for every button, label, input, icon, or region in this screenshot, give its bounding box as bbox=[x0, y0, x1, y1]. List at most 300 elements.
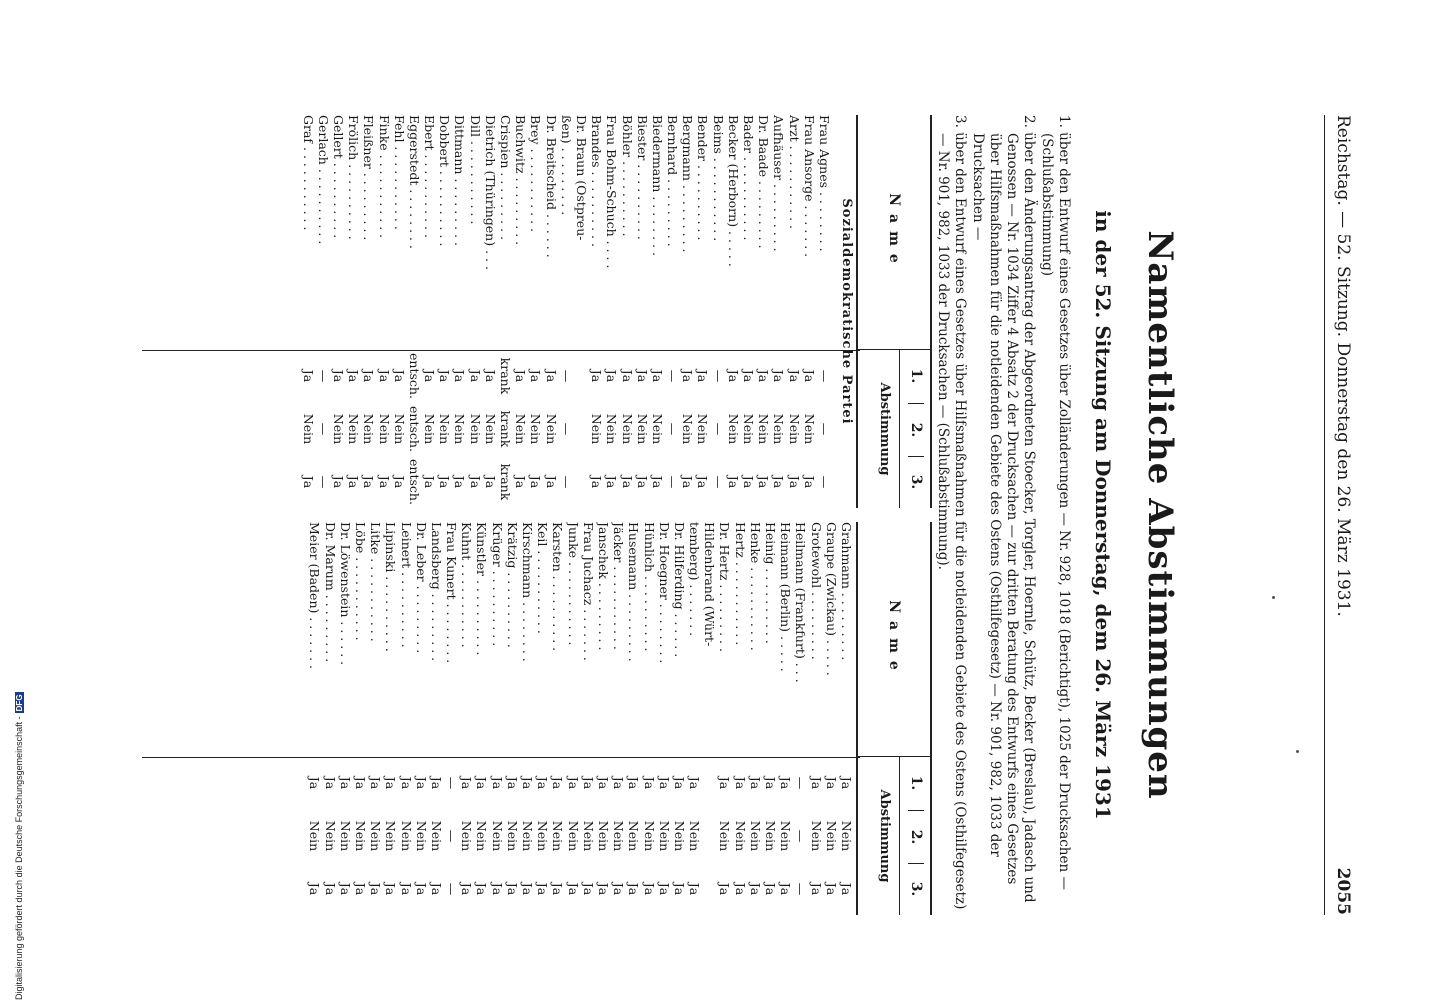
column-header-1: 1. bbox=[908, 368, 924, 384]
vote-2: Nein bbox=[368, 820, 384, 852]
vote-3: Ja bbox=[771, 475, 787, 489]
table-row bbox=[361, 115, 376, 508]
vote-3: Ja bbox=[504, 882, 520, 896]
member-name: Frau Agnes . . . . . . . . bbox=[817, 115, 832, 252]
table-row bbox=[665, 115, 680, 508]
table-row bbox=[771, 115, 786, 508]
member-name: Graf . . . . . . . . . . . bbox=[300, 115, 316, 231]
vote-2: Nein bbox=[756, 413, 772, 445]
document-page bbox=[115, 115, 1355, 915]
vote-1: Ja bbox=[589, 369, 605, 383]
vote-2: — bbox=[315, 422, 331, 436]
vote-1: Ja bbox=[300, 369, 316, 383]
table-row bbox=[407, 115, 422, 508]
vote-2: krank bbox=[498, 410, 514, 448]
table-row bbox=[611, 522, 626, 915]
table-row bbox=[741, 115, 756, 508]
table-row bbox=[505, 522, 520, 915]
table-row bbox=[376, 115, 391, 508]
vote-3: Ja bbox=[680, 475, 696, 489]
vote-1: Ja bbox=[741, 369, 757, 383]
vote-3: Ja bbox=[398, 882, 414, 896]
table-row bbox=[437, 115, 452, 508]
member-name: Krätzig . . . . . . . . . . bbox=[504, 522, 520, 648]
member-name: Frau Bohm-Schuch . . . . bbox=[604, 115, 620, 269]
vote-2: Nein bbox=[437, 413, 453, 445]
vote-1: Ja bbox=[801, 369, 817, 383]
member-name: Beims . . . . . . . . . . . bbox=[710, 115, 726, 242]
table-row bbox=[452, 115, 467, 508]
vote-3: Ja bbox=[589, 475, 605, 489]
vote-1: — bbox=[710, 369, 726, 383]
vote-2: Nein bbox=[535, 820, 551, 852]
page-number: 2055 bbox=[1333, 867, 1353, 915]
vote-1: Ja bbox=[747, 776, 763, 790]
table-row bbox=[422, 115, 437, 508]
vote-1: Ja bbox=[671, 776, 687, 790]
dfg-logo-icon: DFG bbox=[15, 694, 24, 712]
vote-1: Ja bbox=[368, 776, 384, 790]
vote-1: Ja bbox=[346, 369, 362, 383]
vote-1: krank bbox=[498, 357, 514, 395]
vote-3: Ja bbox=[543, 475, 559, 489]
vote-2: — bbox=[710, 422, 726, 436]
vote-2: Nein bbox=[489, 820, 505, 852]
vote-3: Ja bbox=[437, 475, 453, 489]
vote-3: Ja bbox=[353, 882, 368, 896]
vote-2: Nein bbox=[331, 413, 346, 445]
vote-3: — bbox=[444, 882, 460, 896]
table-row bbox=[839, 522, 854, 915]
table-row bbox=[398, 522, 413, 915]
table-row bbox=[604, 115, 619, 508]
vote-1: Ja bbox=[437, 369, 453, 383]
vote-3: Ja bbox=[634, 475, 650, 489]
vote-2: Nein bbox=[452, 413, 468, 445]
table-row bbox=[650, 115, 665, 508]
vote-2: Nein bbox=[771, 413, 787, 445]
table-row bbox=[444, 522, 459, 915]
vote-1: — bbox=[817, 369, 832, 383]
running-header-text: Reichstag. — 52. Sitzung. Donnerstag den 26. März 1931. bbox=[1333, 115, 1353, 617]
vote-2: Nein bbox=[580, 820, 596, 852]
vote-1: Ja bbox=[535, 776, 551, 790]
table-row bbox=[483, 115, 498, 508]
vote-3: Ja bbox=[482, 475, 498, 489]
vote-2: Nein bbox=[611, 820, 627, 852]
vote-2: Nein bbox=[422, 413, 438, 445]
vote-2: — bbox=[444, 829, 460, 843]
vote-3: Ja bbox=[300, 475, 316, 489]
member-name: Aufhäuser . . . . . . . . . bbox=[771, 115, 787, 252]
member-name: Frölich . . . . . . . . . . bbox=[346, 115, 362, 240]
vote-3: Ja bbox=[778, 882, 794, 896]
member-name: Dr. Braun (Ostpreu- bbox=[574, 115, 589, 241]
column-header-abstimmung: Abstimmung bbox=[877, 789, 892, 883]
member-name: Jäcker . . . . . . . . . . . bbox=[611, 522, 627, 650]
vote-3: Ja bbox=[656, 882, 672, 896]
table-row bbox=[331, 115, 346, 508]
vote-1: — bbox=[665, 369, 681, 383]
vote-1: Ja bbox=[331, 369, 346, 383]
vote-2: Nein bbox=[528, 413, 544, 445]
vote-3: Ja bbox=[413, 882, 429, 896]
table-row bbox=[733, 522, 748, 915]
vote-3: Ja bbox=[741, 475, 757, 489]
member-name: Heimann (Berlin) . . . . . bbox=[778, 522, 794, 672]
table-row bbox=[368, 522, 383, 915]
member-name: Grahmann . . . . . . . . . bbox=[839, 522, 854, 661]
member-name: Lipinski . . . . . . . . . . bbox=[383, 522, 399, 652]
table-row bbox=[307, 522, 322, 915]
vote-3: Ja bbox=[331, 475, 346, 489]
vote-2: Nein bbox=[786, 413, 802, 445]
vote-3: Ja bbox=[322, 882, 338, 896]
vote-1: Ja bbox=[504, 776, 520, 790]
vote-2: Nein bbox=[641, 820, 657, 852]
table-row bbox=[565, 522, 580, 915]
table-row bbox=[429, 522, 444, 915]
vote-1: Ja bbox=[596, 776, 611, 790]
vote-3: krank bbox=[498, 463, 514, 501]
column-header-2: 2. bbox=[908, 810, 924, 864]
table-row bbox=[581, 522, 596, 915]
table-row bbox=[808, 522, 823, 915]
vote-2: Nein bbox=[346, 413, 362, 445]
page-title: Namentliche Abstimmungen bbox=[1140, 230, 1180, 800]
vote-2: Nein bbox=[671, 820, 687, 852]
running-header bbox=[1324, 115, 1355, 915]
table-row bbox=[619, 115, 634, 508]
table-row bbox=[528, 115, 543, 508]
member-name: Brey . . . . . . . . . . . bbox=[528, 115, 544, 233]
member-name: Bender . . . . . . . . . . bbox=[695, 115, 711, 241]
header-divider bbox=[899, 757, 900, 915]
member-name: Dietrich (Thüringen) . . . bbox=[482, 115, 498, 270]
member-name: Dill . . . . . . . . . . . bbox=[467, 115, 483, 225]
vote-3: — bbox=[710, 475, 726, 489]
table-row bbox=[726, 115, 741, 508]
table-row bbox=[711, 115, 726, 508]
vote-2: Nein bbox=[543, 413, 559, 445]
vote-2: Nein bbox=[839, 820, 854, 852]
vote-3: — bbox=[793, 882, 809, 896]
vote-3: Ja bbox=[808, 882, 824, 896]
table-row bbox=[626, 522, 641, 915]
vote-2: Nein bbox=[383, 820, 399, 852]
member-name: Dr. Hilferding . . . . . . bbox=[671, 522, 687, 658]
member-name: Frau Ansorge . . . . . . . bbox=[801, 115, 817, 258]
member-name: Meier (Baden) . . . . . . . bbox=[307, 522, 323, 670]
table-row bbox=[763, 522, 778, 915]
member-name: Dr. Hertz . . . . . . . . . bbox=[717, 522, 733, 652]
vote-1: Ja bbox=[725, 369, 741, 383]
vote-1: Ja bbox=[398, 776, 414, 790]
member-name: Krüger . . . . . . . . . . bbox=[489, 522, 505, 647]
vote-1: Ja bbox=[565, 776, 581, 790]
vote-1: Ja bbox=[528, 369, 544, 383]
vote-1: Ja bbox=[839, 776, 854, 790]
vote-2: Nein bbox=[649, 413, 665, 445]
table-header bbox=[856, 522, 932, 915]
member-name: Künstler . . . . . . . . . . bbox=[474, 522, 490, 656]
vote-1: Ja bbox=[482, 369, 498, 383]
vote-1: Ja bbox=[823, 776, 839, 790]
column-header-3: 3. bbox=[908, 881, 924, 897]
member-name: Finke . . . . . . . . . . . bbox=[376, 115, 392, 239]
member-name: Bernhard . . . . . . . . . bbox=[665, 115, 681, 247]
vote-1: Ja bbox=[649, 369, 665, 383]
vote-2: Nein bbox=[474, 820, 490, 852]
vote-3: Ja bbox=[604, 475, 620, 489]
vote-1: Ja bbox=[771, 369, 787, 383]
vote-description-1: 1. über den Entwurf eines Gesetzes über Zolländerungen — Nr. 928, 1018 (Berichtigt), 1025 der Drucksachen — (Schlußabstimmung) bbox=[1039, 115, 1072, 890]
vote-2: Nein bbox=[823, 820, 839, 852]
table-row bbox=[641, 522, 656, 915]
member-name: Grotewohl . . . . . . . . . bbox=[808, 522, 824, 660]
table-row bbox=[596, 522, 611, 915]
table-row bbox=[543, 115, 558, 508]
scan-speck bbox=[1296, 750, 1299, 753]
vote-2: Nein bbox=[656, 820, 672, 852]
table-row bbox=[786, 115, 801, 508]
page-subtitle: in der 52. Sitzung am Donnerstag, dem 26. März 1931 bbox=[1091, 210, 1115, 820]
member-name: Brandes . . . . . . . . . . bbox=[589, 115, 605, 247]
table-row bbox=[316, 115, 331, 508]
table-row bbox=[748, 522, 763, 915]
vote-2: Nein bbox=[725, 413, 741, 445]
vote-2: Nein bbox=[459, 820, 475, 852]
vote-1: Ja bbox=[337, 776, 353, 790]
vote-1: Ja bbox=[452, 369, 468, 383]
vote-1: Ja bbox=[619, 369, 635, 383]
vote-2: Nein bbox=[337, 820, 353, 852]
vote-1: Ja bbox=[322, 776, 338, 790]
vote-3: Ja bbox=[839, 882, 854, 896]
member-name: Kirschmann . . . . . . . . bbox=[520, 522, 536, 662]
vote-2: Nein bbox=[695, 413, 711, 445]
vote-2: Nein bbox=[361, 413, 377, 445]
vote-1: Ja bbox=[422, 369, 438, 383]
table-row bbox=[414, 522, 429, 915]
table-row bbox=[338, 522, 353, 915]
table-row bbox=[657, 522, 672, 915]
vote-1: Ja bbox=[391, 369, 407, 383]
vote-3: entsch. bbox=[406, 459, 422, 505]
member-name: Landsberg . . . . . . . . . bbox=[428, 522, 444, 662]
vote-1: Ja bbox=[808, 776, 824, 790]
header-divider bbox=[899, 350, 900, 508]
table-row bbox=[300, 115, 315, 508]
member-name: Kuhnt . . . . . . . . . . . bbox=[459, 522, 475, 648]
vote-1: Ja bbox=[459, 776, 475, 790]
vote-1: Ja bbox=[680, 369, 696, 383]
table-row bbox=[695, 115, 710, 508]
vote-3: Ja bbox=[474, 882, 490, 896]
vote-3: Ja bbox=[428, 882, 444, 896]
column-header-abstimmung: Abstimmung bbox=[877, 382, 892, 476]
member-name: Böhler . . . . . . . . . . bbox=[619, 115, 635, 237]
vote-3: Ja bbox=[520, 882, 536, 896]
vote-3: Ja bbox=[391, 475, 407, 489]
member-name: Dr. Leber . . . . . . . . . bbox=[413, 522, 429, 654]
vote-1: Ja bbox=[543, 369, 559, 383]
vote-1: Ja bbox=[763, 776, 779, 790]
vote-3: Ja bbox=[383, 882, 399, 896]
vote-2: Nein bbox=[687, 820, 703, 852]
vote-1: Ja bbox=[626, 776, 642, 790]
member-name: Janschek . . . . . . . . . bbox=[596, 522, 611, 651]
vote-2: Nein bbox=[596, 820, 611, 852]
vote-1: Ja bbox=[474, 776, 490, 790]
member-name: Heilmann (Frankfurt) . . . bbox=[793, 522, 809, 683]
vote-3: Ja bbox=[619, 475, 635, 489]
column-header-2: 2. bbox=[908, 403, 924, 457]
vote-1: — bbox=[793, 776, 809, 790]
credit-text: Digitalisierung gefördert durch die Deutsche Forschungsgemeinschaft - bbox=[14, 716, 24, 1000]
vote-3: — bbox=[817, 475, 832, 489]
vote-2: — bbox=[793, 829, 809, 843]
member-name: Ebert . . . . . . . . . . . bbox=[422, 115, 438, 238]
column-header-name: Name bbox=[858, 522, 930, 757]
vote-1: Ja bbox=[513, 369, 529, 383]
vote-3: Ja bbox=[671, 882, 687, 896]
vote-2: Nein bbox=[626, 820, 642, 852]
vote-2: Nein bbox=[619, 413, 635, 445]
vote-3: Ja bbox=[732, 882, 748, 896]
vote-2: — bbox=[558, 422, 574, 436]
vote-1: Ja bbox=[580, 776, 596, 790]
vote-2: Nein bbox=[513, 413, 529, 445]
table-row bbox=[687, 522, 702, 915]
table-row bbox=[635, 115, 650, 508]
table-row bbox=[793, 522, 808, 915]
vote-3: Ja bbox=[641, 882, 657, 896]
vote-1: Ja bbox=[695, 369, 711, 383]
vote-3: Ja bbox=[513, 475, 529, 489]
member-name: Gellert . . . . . . . . . . bbox=[331, 115, 346, 239]
table-row bbox=[702, 522, 717, 915]
vote-3: Ja bbox=[786, 475, 802, 489]
table-row bbox=[520, 522, 535, 915]
vote-table-left bbox=[142, 115, 932, 508]
vote-3: Ja bbox=[489, 882, 505, 896]
member-name: Hildenbrand (Würt- bbox=[702, 522, 718, 647]
table-row bbox=[346, 115, 361, 508]
table-row bbox=[468, 115, 483, 508]
vote-3: — bbox=[315, 475, 331, 489]
vote-1: Ja bbox=[353, 776, 368, 790]
member-name: Henke . . . . . . . . . . . bbox=[747, 522, 763, 651]
member-name: ßen) . . . . . . . . . bbox=[558, 115, 574, 216]
vote-2: — bbox=[817, 422, 832, 436]
vote-1: Ja bbox=[383, 776, 399, 790]
vote-3: Ja bbox=[452, 475, 468, 489]
vote-3: Ja bbox=[361, 475, 377, 489]
vote-2: Nein bbox=[747, 820, 763, 852]
vote-1: Ja bbox=[611, 776, 627, 790]
vote-2: Nein bbox=[520, 820, 536, 852]
digitization-credit bbox=[14, 692, 24, 1000]
member-name: Arzt . . . . . . . . . . . bbox=[786, 115, 802, 230]
vote-3: Ja bbox=[459, 882, 475, 896]
column-header-1: 1. bbox=[908, 775, 924, 791]
vote-2: Nein bbox=[741, 413, 757, 445]
vote-1: Ja bbox=[489, 776, 505, 790]
vote-3: Ja bbox=[596, 882, 611, 896]
member-name: Dr. Breitscheid . . . . . . bbox=[543, 115, 559, 258]
table-row bbox=[383, 522, 398, 915]
member-name: Heinig . . . . . . . . . . bbox=[763, 522, 779, 644]
vote-2: Nein bbox=[376, 413, 392, 445]
vote-3: Ja bbox=[368, 882, 384, 896]
member-name: Gerlach . . . . . . . . . . bbox=[315, 115, 331, 245]
vote-descriptions bbox=[933, 115, 1072, 915]
vote-2: entsch. bbox=[406, 406, 422, 452]
vote-2: Nein bbox=[589, 413, 605, 445]
member-name: Junke . . . . . . . . . . . bbox=[565, 522, 581, 646]
member-name: Graupe (Zwickau) . . . . . bbox=[823, 522, 839, 676]
vote-2: Nein bbox=[680, 413, 696, 445]
vote-description-3: 3. über den Entwurf eines Gesetzes über Hilfsmaßnahmen für die notleidenden Gebiete des Ostens (Osthilfegesetz) — Nr. 901, 982, 1033 der Drucksachen — (Schlußabstimmung). bbox=[935, 115, 968, 910]
vote-3: Ja bbox=[725, 475, 741, 489]
vote-1: Ja bbox=[641, 776, 657, 790]
vote-2: Nein bbox=[300, 413, 316, 445]
member-name: Fleißner . . . . . . . . . bbox=[361, 115, 377, 241]
table-row bbox=[680, 115, 695, 508]
table-row bbox=[717, 522, 732, 915]
vote-1: — bbox=[558, 369, 574, 383]
vote-3: Ja bbox=[801, 475, 817, 489]
vote-3: Ja bbox=[580, 882, 596, 896]
vote-3: Ja bbox=[823, 882, 839, 896]
vote-3: — bbox=[558, 475, 574, 489]
vote-3: Ja bbox=[649, 475, 665, 489]
party-heading: Sozialdemokratische Partei bbox=[839, 198, 854, 425]
vote-3: Ja bbox=[467, 475, 483, 489]
vote-3: Ja bbox=[695, 475, 711, 489]
vote-1: Ja bbox=[786, 369, 802, 383]
column-header-name: Name bbox=[858, 115, 930, 350]
member-name: Crispien . . . . . . . . . bbox=[498, 115, 514, 240]
table-body-right bbox=[307, 522, 854, 915]
vote-1: Ja bbox=[520, 776, 536, 790]
vote-2: Nein bbox=[550, 820, 566, 852]
member-name: temberg) . . . . . . . bbox=[687, 522, 703, 637]
member-name: Löbe . . . . . . . . . . . bbox=[353, 522, 368, 641]
table-row bbox=[802, 115, 817, 508]
vote-3: Ja bbox=[763, 882, 779, 896]
vote-3: Ja bbox=[687, 882, 703, 896]
vote-2: Nein bbox=[322, 820, 338, 852]
vote-1: Ja bbox=[717, 776, 733, 790]
vote-2: — bbox=[665, 422, 681, 436]
vote-table-right bbox=[142, 522, 932, 915]
member-name: Frau Juchacz . . . . . . . bbox=[580, 522, 596, 661]
vote-1: Ja bbox=[376, 369, 392, 383]
vote-2: Nein bbox=[808, 820, 824, 852]
member-name: Karsten . . . . . . . . . . bbox=[550, 522, 566, 652]
vote-description-2: 2. über den Änderungsantrag der Abgeordneten Stoecker, Torgler, Hoernle, Schütz, Becker (Breslau), Jadasch und Genossen — Nr. 1034 Ziffer 4 Absatz 2 der Drucksachen — zur dritten Beratung des Entwurfs eines Gesetzes über Hilfsmaßnahmen für die notleidenden Gebiete des Ostens (Osthilfegesetz) — Nr. 901, 982, 1033 der Drucksachen — bbox=[970, 115, 1037, 903]
member-name: Dobbert . . . . . . . . . . bbox=[437, 115, 453, 247]
vote-1: Ja bbox=[778, 776, 794, 790]
member-name: Hertz . . . . . . . . . . . bbox=[732, 522, 748, 646]
member-name: Becker (Herborn) . . . . . bbox=[725, 115, 741, 267]
vote-2: Nein bbox=[307, 820, 323, 852]
vote-2: Nein bbox=[398, 820, 414, 852]
vote-1: Ja bbox=[604, 369, 620, 383]
table-row bbox=[574, 115, 589, 508]
